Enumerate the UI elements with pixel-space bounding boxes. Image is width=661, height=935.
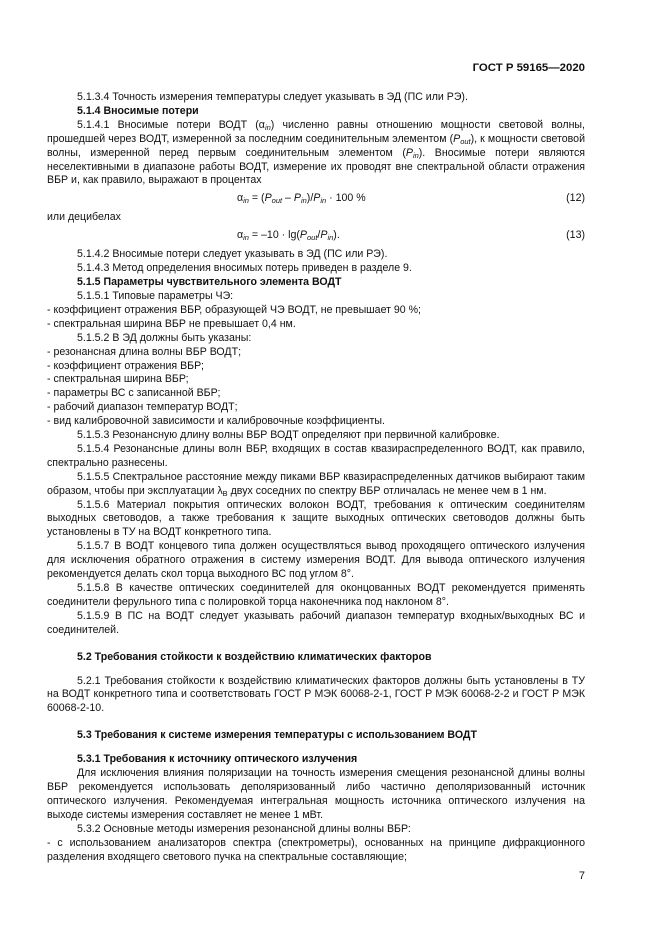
para-5-3-1: Для исключения влияния поляризации на точность измерения смещения резонансной длины волны ВБР рекомендуется использовать деполяризованный либо частично деполяризованный источник оптического излучения. Рекомендуемая интегральная мощность источника оптического излучения на выходе системы измерения составляет не менее 1 мВт. bbox=[47, 767, 585, 821]
para-5-1-5-8: 5.1.5.8 В качестве оптических соединителей для оконцованных ВОДТ рекомендуется применять соединители ферульного типа с полировкой торца наконечника под наклоном 8°. bbox=[47, 582, 585, 608]
list-item: - спектральная ширина ВБР; bbox=[47, 373, 189, 386]
heading-5-2: 5.2 Требования стойкости к воздействию климатических факторов bbox=[77, 650, 432, 663]
equation-12-formula: $\alpha_{in} = (P_{out} - P_{in})/P_{in} \cdot 100$ % bbox=[237, 192, 366, 206]
para-5-1-5-4: 5.1.5.4 Резонансные длины волн ВБР, входящих в состав квазираспределенного ВОДТ, как правило, спектрально разнесены. bbox=[47, 442, 585, 469]
para-5-1-5-5: 5.1.5.5 Спектральное расстояние между пиками ВБР квазираспределенных датчиков выбирают таким образом, чтобы при эксплуатации $\lambda_B$ двух соседних по спектру ВБР отличалась не менее чем в 1 нм. bbox=[47, 470, 585, 498]
text-or-decibels: или децибелах bbox=[47, 211, 121, 224]
heading-5-1-4: 5.1.4 Вносимые потери bbox=[77, 104, 199, 117]
list-item: - резонансная длина волны ВБР ВОДТ; bbox=[47, 345, 242, 358]
para-5-1-5-6: 5.1.5.6 Материал покрытия оптических волокон ВОДТ, требования к оптическим соединителям выходных световодов, а также требования к защите выходных оптических световодов должны быть установлены в ТУ на ВОДТ конкретного типа. bbox=[47, 498, 585, 539]
equation-13 bbox=[47, 225, 585, 248]
heading-5-3-1: 5.3.1 Требования к источнику оптического излучения bbox=[77, 753, 358, 766]
equation-12 bbox=[47, 188, 585, 211]
list-item: - с использованием анализаторов спектра (спектрометры), основанных на принципе дифракционного разделения входящего светового пучка на спектральные составляющие; bbox=[47, 836, 585, 863]
para-5-1-5-7: 5.1.5.7 В ВОДТ концевого типа должен осуществляться вывод проходящего оптического излучения для исключения обратного отражения в систему измерения ВОДТ. Для вывода оптического излучения рекомендуется делать скол торца выходного ВС под углом 8°. bbox=[47, 540, 585, 581]
para-5-2-1: 5.2.1 Требования стойкости к воздействию климатических факторов должны быть установлены в ТУ на ВОДТ конкретного типа и соответствовать ГОСТ Р МЭК 60068-2-1, ГОСТ Р МЭК 60068-2-2 и ГОСТ Р МЭК 60068-2-10. bbox=[47, 674, 585, 715]
heading-5-1-5: 5.1.5 Параметры чувствительного элемента ВОДТ bbox=[77, 276, 342, 289]
equation-12-number: (12) bbox=[566, 192, 585, 205]
para-5-3-2: 5.3.2 Основные методы измерения резонансной длины волны ВБР: bbox=[77, 822, 411, 835]
para-5-1-3-4: 5.1.3.4 Точность измерения температуры следует указывать в ЭД (ПС или РЭ). bbox=[77, 91, 468, 103]
heading-5-3: 5.3 Требования к системе измерения температуры с использованием ВОДТ bbox=[77, 729, 477, 742]
document-body bbox=[47, 91, 585, 864]
para-5-1-4-2: 5.1.4.2 Вносимые потери следует указывать в ЭД (ПС или РЭ). bbox=[77, 248, 388, 261]
list-item: - коэффициент отражения ВБР; bbox=[47, 359, 204, 372]
para-5-1-5-2: 5.1.5.2 В ЭД должны быть указаны: bbox=[77, 331, 252, 344]
list-item: - рабочий диапазон температур ВОДТ; bbox=[47, 401, 238, 414]
equation-13-formula: $\alpha_{in} = -10 \cdot \lg(P_{out}/P_{in})$. bbox=[237, 229, 340, 243]
document-page bbox=[47, 0, 585, 935]
list-item: - вид калибровочной зависимости и калибровочные коэффициенты. bbox=[47, 415, 385, 428]
para-5-1-5-3: 5.1.5.3 Резонансную длину волны ВБР ВОДТ определяют при первичной калибровке. bbox=[77, 429, 500, 442]
para-5-1-5-1: 5.1.5.1 Типовые параметры ЧЭ: bbox=[77, 289, 234, 302]
equation-13-number: (13) bbox=[566, 229, 585, 242]
list-item: - параметры ВС с записанной ВБР; bbox=[47, 387, 221, 400]
para-5-1-4-1: 5.1.4.1 Вносимые потери ВОДТ $(\alpha_{in})$ численно равны отношению мощности световой волны, прошедшей через ВОДТ, измеренной за последним соединительным элементом $(P_{out})$, к мощности световой волны, измеренной перед первым соединительным элементом $(P_{in})$. Вносимые потери являются неселективными в диапазоне работы ВОДТ, измерение их проводят вне спектральной области отражения ВБР и, как правило, выражают в процентах bbox=[47, 118, 586, 187]
para-5-1-4-3: 5.1.4.3 Метод определения вносимых потерь приведен в разделе 9. bbox=[77, 262, 412, 275]
list-item: - спектральная ширина ВБР не превышает 0,4 нм. bbox=[47, 317, 296, 330]
page-number: 7 bbox=[578, 870, 585, 882]
standard-header: ГОСТ Р 59165—2020 bbox=[472, 62, 585, 74]
list-item: - коэффициент отражения ВБР, образующей ЧЭ ВОДТ, не превышает 90 %; bbox=[47, 303, 421, 316]
para-5-1-5-9: 5.1.5.9 В ПС на ВОДТ следует указывать рабочий диапазон температур входных/выходных ВС и соединителей. bbox=[47, 609, 585, 636]
